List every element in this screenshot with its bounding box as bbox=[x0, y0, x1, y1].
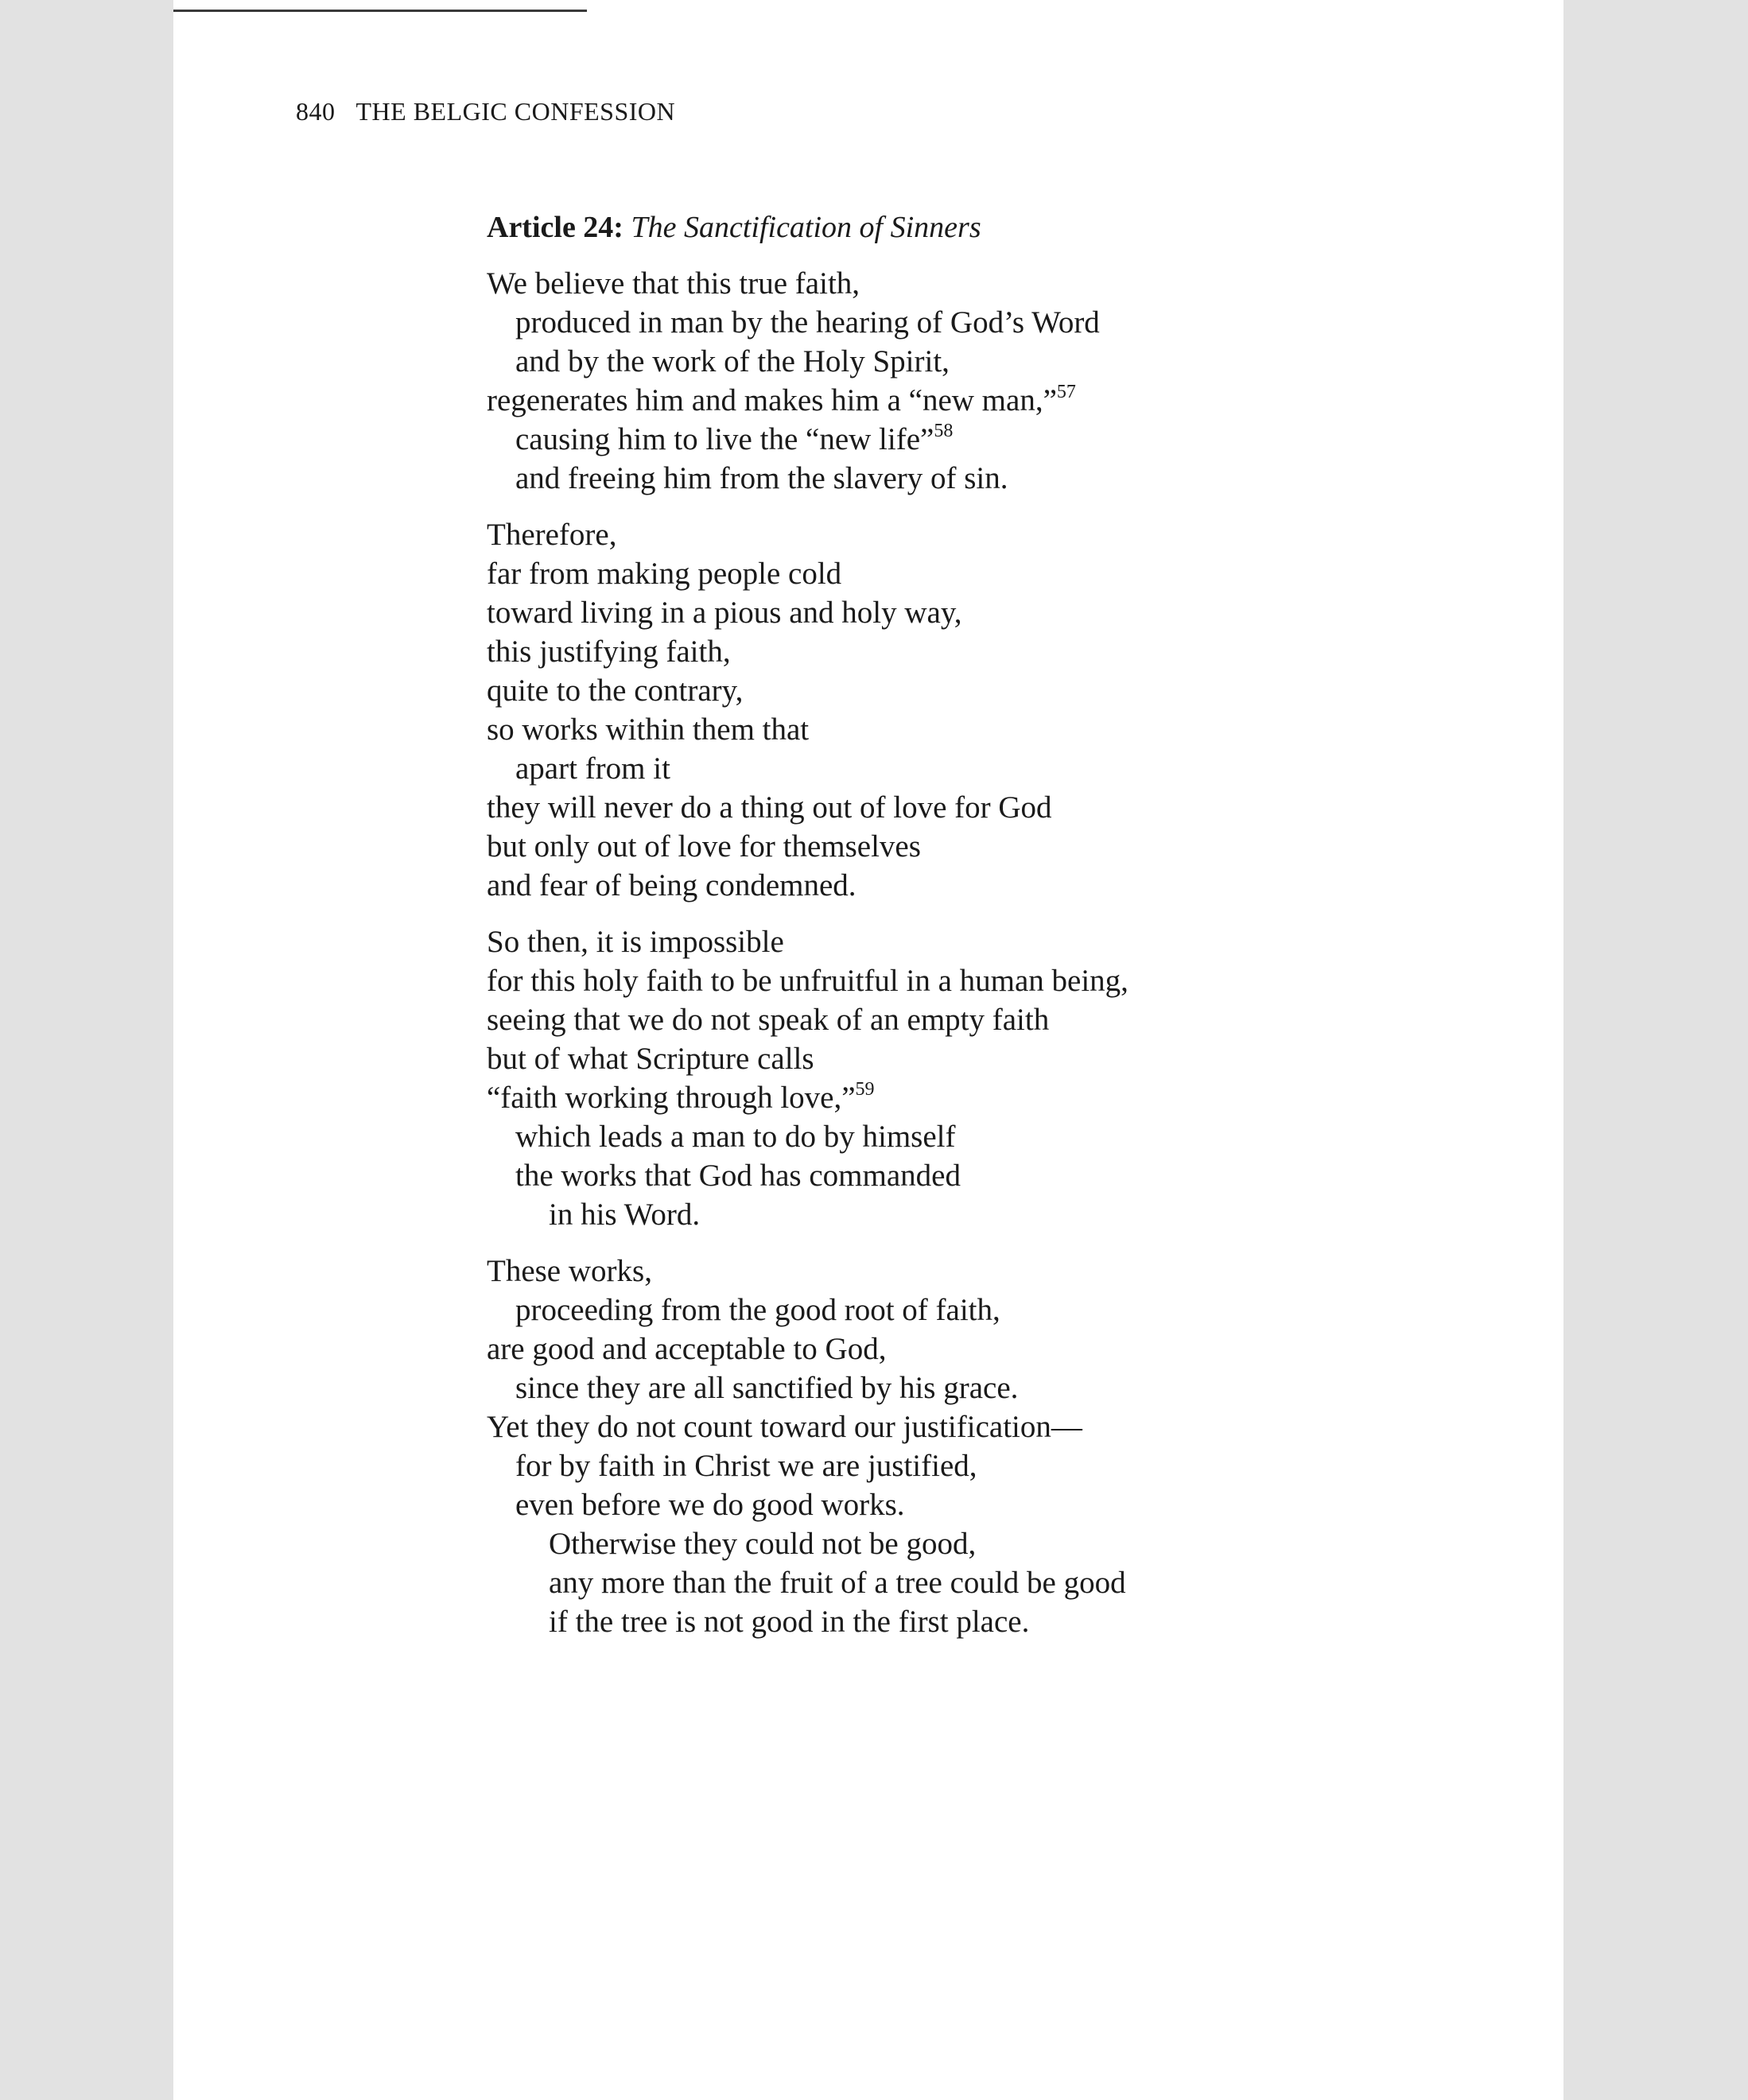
stanza bbox=[487, 922, 1521, 1234]
verse-line bbox=[487, 749, 1521, 788]
verse-line-text: even before we do good works. bbox=[515, 1488, 905, 1522]
verse-line bbox=[487, 1446, 1521, 1485]
verse-line bbox=[487, 554, 1521, 593]
verse-line-text: this justifying faith, bbox=[487, 635, 731, 669]
verse-line bbox=[487, 1078, 1521, 1117]
verse-line bbox=[487, 710, 1521, 749]
verse-line-text: Therefore, bbox=[487, 518, 617, 552]
verse-line bbox=[487, 264, 1521, 303]
verse-line bbox=[487, 788, 1521, 827]
verse-line bbox=[487, 342, 1521, 381]
verse-line bbox=[487, 1000, 1521, 1039]
verse-line bbox=[487, 420, 1521, 459]
verse-line bbox=[487, 1039, 1521, 1078]
verse-line-text: since they are all sanctified by his grace. bbox=[515, 1371, 1019, 1405]
verse-line bbox=[487, 827, 1521, 866]
verse-line-text: and by the work of the Holy Spirit, bbox=[515, 344, 950, 378]
running-header bbox=[296, 97, 675, 126]
verse-line bbox=[487, 1602, 1521, 1641]
verse-line bbox=[487, 381, 1521, 420]
stanza bbox=[487, 1252, 1521, 1641]
article-stanzas bbox=[487, 264, 1521, 1641]
verse-line bbox=[487, 1291, 1521, 1329]
verse-line bbox=[487, 1407, 1521, 1446]
verse-line-text: the works that God has commanded bbox=[515, 1159, 961, 1193]
verse-line-text: in his Word. bbox=[549, 1198, 701, 1232]
article-subtitle: The Sanctification of Sinners bbox=[631, 211, 981, 244]
verse-line-text: and fear of being condemned. bbox=[487, 868, 857, 902]
verse-line-text: produced in man by the hearing of God’s Word bbox=[515, 305, 1100, 340]
verse-line bbox=[487, 1485, 1521, 1524]
verse-line-text: far from making people cold bbox=[487, 557, 842, 591]
verse-line-text: Otherwise they could not be good, bbox=[549, 1527, 977, 1561]
verse-line-text: are good and acceptable to God, bbox=[487, 1332, 887, 1366]
verse-line bbox=[487, 303, 1521, 342]
verse-line bbox=[487, 1524, 1521, 1563]
left-scan-margin bbox=[0, 0, 173, 2100]
verse-line-text: We believe that this true faith, bbox=[487, 266, 860, 301]
verse-line bbox=[487, 1252, 1521, 1291]
verse-line bbox=[487, 632, 1521, 671]
verse-line bbox=[487, 1563, 1521, 1602]
footnote-marker: 57 bbox=[1056, 382, 1076, 402]
verse-line-text: quite to the contrary, bbox=[487, 673, 744, 708]
verse-line-text: Yet they do not count toward our justification— bbox=[487, 1410, 1082, 1444]
verse-line bbox=[487, 1329, 1521, 1368]
verse-line-text: so works within them that bbox=[487, 712, 810, 747]
verse-line bbox=[487, 515, 1521, 554]
verse-line-text: if the tree is not good in the first place. bbox=[549, 1605, 1030, 1639]
verse-line-text: So then, it is impossible bbox=[487, 925, 784, 959]
verse-line-text: causing him to live the “new life” bbox=[515, 422, 934, 456]
verse-line bbox=[487, 1117, 1521, 1156]
stanza bbox=[487, 264, 1521, 498]
verse-line bbox=[487, 671, 1521, 710]
footnote-marker: 58 bbox=[934, 421, 954, 441]
verse-line-text: for by faith in Christ we are justified, bbox=[515, 1449, 977, 1483]
scan-artifact-line bbox=[173, 10, 587, 12]
page-number: 840 bbox=[296, 97, 336, 126]
verse-line-text: which leads a man to do by himself bbox=[515, 1120, 956, 1154]
verse-line-text: but only out of love for themselves bbox=[487, 829, 921, 864]
article-heading bbox=[487, 208, 1521, 246]
right-scan-margin bbox=[1563, 0, 1748, 2100]
verse-line bbox=[487, 459, 1521, 498]
verse-line-text: any more than the fruit of a tree could be good bbox=[549, 1566, 1126, 1600]
verse-line-text: and freeing him from the slavery of sin. bbox=[515, 461, 1008, 495]
verse-line bbox=[487, 922, 1521, 961]
verse-line bbox=[487, 593, 1521, 632]
verse-line-text: toward living in a pious and holy way, bbox=[487, 596, 962, 630]
running-title: THE BELGIC CONFESSION bbox=[355, 97, 676, 126]
verse-line-text: they will never do a thing out of love for God bbox=[487, 790, 1052, 825]
verse-line bbox=[487, 866, 1521, 905]
verse-line bbox=[487, 1156, 1521, 1195]
verse-line-text: for this holy faith to be unfruitful in a human being, bbox=[487, 964, 1128, 998]
stanza bbox=[487, 515, 1521, 905]
verse-line-text: “faith working through love,” bbox=[487, 1081, 856, 1115]
article-body bbox=[487, 208, 1521, 1659]
article-label: Article 24: bbox=[487, 211, 623, 244]
verse-line-text: apart from it bbox=[515, 751, 670, 786]
verse-line-text: seeing that we do not speak of an empty faith bbox=[487, 1003, 1050, 1037]
verse-line-text: regenerates him and makes him a “new man,” bbox=[487, 383, 1057, 417]
verse-line-text: but of what Scripture calls bbox=[487, 1042, 814, 1076]
verse-line bbox=[487, 1368, 1521, 1407]
verse-line-text: These works, bbox=[487, 1254, 652, 1288]
verse-line bbox=[487, 1195, 1521, 1234]
verse-line-text: proceeding from the good root of faith, bbox=[515, 1293, 1000, 1327]
verse-line bbox=[487, 961, 1521, 1000]
footnote-marker: 59 bbox=[855, 1079, 875, 1100]
